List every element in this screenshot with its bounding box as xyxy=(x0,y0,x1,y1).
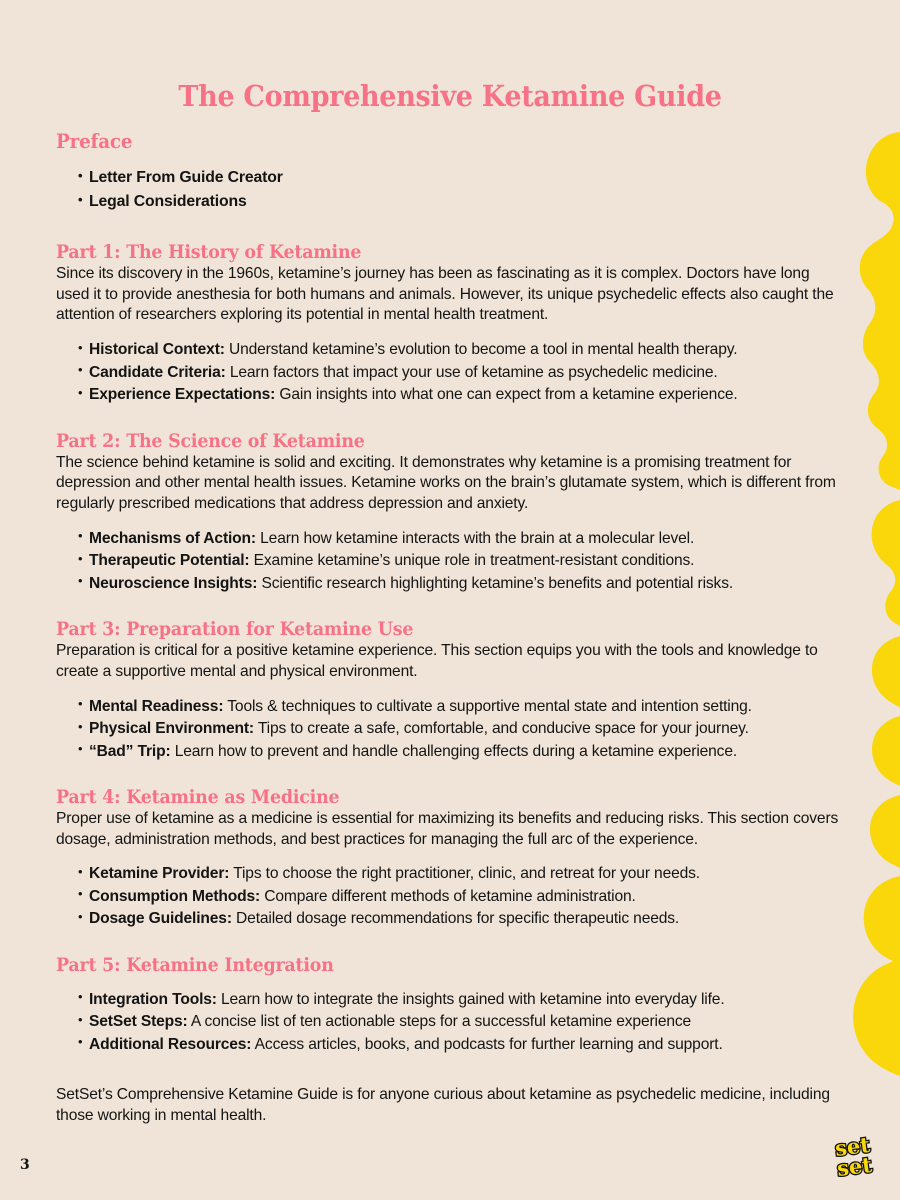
section-heading-part-4: Part 4: Ketamine as Medicine xyxy=(56,786,340,808)
part-1-bullet-list xyxy=(56,339,846,406)
bullet-lead: Experience Expectations: xyxy=(89,386,276,404)
bullet-lead: “Bad” Trip: xyxy=(89,742,171,760)
list-item xyxy=(78,741,846,763)
svg-text:set: set xyxy=(835,1151,874,1181)
bullet-text: Learn factors that impact your use of ketamine as psychedelic medicine. xyxy=(225,363,718,381)
bullet-lead: Additional Resources: xyxy=(89,1035,252,1053)
part-2-bullet-list xyxy=(56,528,846,595)
bullet-text: Gain insights into what one can expect from a ketamine experience. xyxy=(275,386,738,404)
list-item xyxy=(78,550,846,572)
list-item xyxy=(78,362,846,384)
page-title: The Comprehensive Ketamine Guide xyxy=(178,79,722,114)
section-heading-part-2: Part 2: The Science of Ketamine xyxy=(56,430,365,452)
bullet-lead: Dosage Guidelines: xyxy=(89,910,232,928)
spacer xyxy=(56,216,846,242)
section-preface xyxy=(56,130,846,214)
list-item xyxy=(78,190,846,214)
setset-logo-icon xyxy=(830,1132,882,1182)
section-body-part-4: Proper use of ketamine as a medicine is essential for maximizing its benefits and reducing risks. This section covers dosage, administration methods, and best practices for managing the full arc of the experience. xyxy=(56,809,839,848)
list-item xyxy=(78,528,846,550)
bullet-text: Understand ketamine’s evolution to become a tool in mental health therapy. xyxy=(224,341,738,359)
bullet-text: Examine ketamine’s unique role in treatment-resistant conditions. xyxy=(249,552,695,570)
section-part-2 xyxy=(56,431,846,596)
bullet-lead: Mental Readiness: xyxy=(89,697,224,715)
bullet-lead: Candidate Criteria: xyxy=(89,363,226,381)
bullet-text: Scientific research highlighting ketamine’s benefits and potential risks. xyxy=(257,574,734,592)
section-heading-part-1: Part 1: The History of Ketamine xyxy=(56,242,362,263)
bullet-text: Learn how to prevent and handle challenging effects during a ketamine experience. xyxy=(170,742,738,760)
section-heading-part-5: Part 5: Ketamine Integration xyxy=(56,954,334,976)
closing-paragraph: SetSet’s Comprehensive Ketamine Guide is for anyone curious about ketamine as psychedelic medicine, including those working in mental health. xyxy=(56,1086,830,1125)
section-body-part-3: Preparation is critical for a positive ketamine experience. This section equips you with the tools and knowledge to create a supportive mental and physical environment. xyxy=(56,642,818,680)
bullet-text: Compare different methods of ketamine administration. xyxy=(260,887,636,905)
section-part-1 xyxy=(56,242,846,407)
bullet-text: Learn how to integrate the insights gained with ketamine into everyday life. xyxy=(216,990,725,1008)
bullet-text: Detailed dosage recommendations for specific therapeutic needs. xyxy=(231,910,680,928)
bullet-lead: Neuroscience Insights: xyxy=(89,574,258,592)
list-item xyxy=(78,166,846,190)
list-item xyxy=(78,339,846,361)
list-item xyxy=(78,1034,846,1056)
list-item xyxy=(78,696,846,718)
list-item xyxy=(78,989,846,1011)
spacer xyxy=(56,765,846,787)
bullet-text: Learn how ketamine interacts with the brain at a molecular level. xyxy=(255,529,695,547)
spacer xyxy=(56,933,846,955)
bullet-lead: Historical Context: xyxy=(89,341,225,359)
list-item xyxy=(78,863,846,885)
part-5-bullet-list xyxy=(56,989,846,1056)
section-part-3 xyxy=(56,619,846,763)
spacer xyxy=(56,597,846,619)
bullet-text: Letter From Guide Creator xyxy=(89,169,283,186)
preface-bullet-list xyxy=(56,166,846,214)
page-number: 3 xyxy=(20,1157,30,1173)
bullet-lead: Therapeutic Potential: xyxy=(89,552,250,570)
bullet-text: Tips to create a safe, comfortable, and conducive space for your journey. xyxy=(253,720,749,738)
bullet-text: Tools & techniques to cultivate a supportive mental state and intention setting. xyxy=(223,697,752,715)
section-heading-part-3: Part 3: Preparation for Ketamine Use xyxy=(56,619,414,641)
list-item xyxy=(78,908,846,930)
part-3-bullet-list xyxy=(56,696,846,763)
bullet-lead: Ketamine Provider: xyxy=(89,865,230,883)
section-body-part-1: Since its discovery in the 1960s, ketamine’s journey has been as fascinating as it is complex. Doctors have long used it to provide anesthesia for both humans and animals. However, its unique psychedelic effects also caught the attention of researchers exploring its potential in mental health treatment. xyxy=(56,265,834,324)
section-part-4 xyxy=(56,787,846,931)
list-item xyxy=(78,718,846,740)
list-item xyxy=(78,1011,846,1033)
spacer xyxy=(56,1058,846,1084)
spacer xyxy=(56,409,846,431)
bullet-text: Access articles, books, and podcasts for further learning and support. xyxy=(251,1035,723,1053)
bullet-lead: Physical Environment: xyxy=(89,720,254,738)
section-heading-preface: Preface xyxy=(56,130,133,153)
section-part-5 xyxy=(56,955,846,1056)
bullet-text: Legal Considerations xyxy=(89,193,247,210)
bullet-lead: Consumption Methods: xyxy=(89,887,261,905)
list-item xyxy=(78,384,846,406)
bullet-lead: Mechanisms of Action: xyxy=(89,529,256,547)
bullet-lead: Integration Tools: xyxy=(89,990,217,1008)
list-item xyxy=(78,886,846,908)
bullet-text: A concise list of ten actionable steps for a successful ketamine experience xyxy=(187,1013,692,1031)
svg-text:set: set xyxy=(833,1132,872,1161)
document-body xyxy=(56,130,846,1126)
bullet-lead: SetSet Steps: xyxy=(89,1013,188,1031)
section-body-part-2: The science behind ketamine is solid and exciting. It demonstrates why ketamine is a promising treatment for depression and other mental health issues. Ketamine works on the brain’s glutamate system, which is different from regularly prescribed medications that address depression and anxiety. xyxy=(56,453,836,513)
part-4-bullet-list xyxy=(56,863,846,930)
bullet-text: Tips to choose the right practitioner, clinic, and retreat for your needs. xyxy=(229,865,700,883)
list-item xyxy=(78,573,846,595)
